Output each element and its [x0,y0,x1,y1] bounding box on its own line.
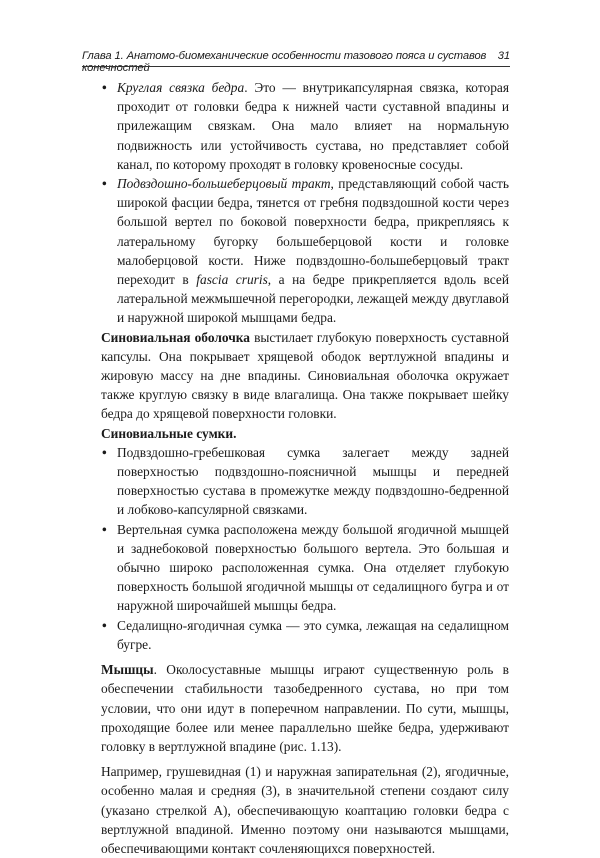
bursae-heading: Синовиальные сумки. [101,425,237,441]
ligament-list [101,78,509,328]
running-head [82,50,510,74]
bursa-text: Седалищно-ягодичная сумка — это сумка, лежащая на седалищном бугре. [117,617,509,652]
iliotibial-text-a: , представляющий собой часть широкой фасции бедра, тянется от гребня подвздошной кости через большой вертел по боковой поверхности бедра, прикрепляясь к латеральному бугорку большеберцовой кости и головке малоберцовой кости. Ниже подвздошно-большеберцовый тракт переходит в [117,176,509,288]
term-iliotibial-tract: Подвздошно-большеберцовый тракт [117,176,331,192]
term-round-ligament: Круглая связка бедра [117,80,245,95]
synovial-paragraph [101,328,509,424]
latin-term: fascia cruris [196,272,268,288]
iliotibial-text-b: , а на бедре прикрепляется вдоль всей латеральной межмышечной перегородки, лежащей между двуглавой и наружной широкой мышцами бедра. [117,272,510,326]
term-synovial: Синовиальная оболочка [101,329,250,345]
round-ligament-text: . Это — внутрикапсулярная связка, которая проходит от головки бедра к нижней части суставной впадины и прилежащим связкам. Она мало влияет на нормальную подвижность или устойчивость сустава, но представляет собой канал, по которому проходят в головку кровеносные сосуды. [117,80,509,172]
bullet-icon: • [102,80,107,95]
bursa-text: Подвздошно-гребешковая сумка залегает между задней поверхностью подвздошно-поясничной мышцы и передней поверхностью сустава в промежутке между подвздошно-бедренной и лобково-капсулярной связками. [117,444,509,518]
list-item-round-ligament [101,78,509,174]
term-muscles: Мышцы [101,662,154,678]
bullet-icon: • [102,617,107,633]
list-item [101,520,509,616]
muscles-text: . Околосуставные мышцы играют существенную роль в обеспечении стабильности тазобедренного сустава, но при том условии, что они идут в поперечном направлении. По сути, мышцы, проходящие более или менее параллельно шейке бедра, удерживают головку в вертлужной впадине (рис. 1.13). [101,662,509,754]
final-paragraph: Например, грушевидная (1) и наружная запирательная (2), ягодичные, особенно малая и средняя (3), в значительной степени создают силу (указано стрелкой А), обеспечивающую коаптацию головки бедра с вертлужной впадиной. Именно поэтому они называются мышцами, обеспечивающими контакт сочленяющихся поверхностей. [101,764,509,856]
list-item-iliotibial-tract [101,174,509,328]
page-number: 31 [497,50,510,62]
bullet-icon: • [102,444,107,460]
synovial-text: выстилает глубокую поверхность суставной капсулы. Она покрывает хрящевой ободок вертлужной впадины и жировую массу на дне впадины. Синовиальная оболочка окружает также круглую связку в виде влагалища. Она также покрывает шейку бедра до хрящевой поверхности головки. [101,329,509,422]
bursa-text: Вертельная сумка расположена между большой ягодичной мышцей и заднебоковой поверхностью большого вертела. Это большая и обычно широко расположенная сумка. Она отделяет глубокую поверхность большой ягодичной мышцы от седалищного бугра и от наружной широчайшей мышцы бедра. [117,521,509,614]
bullet-icon: • [102,521,107,537]
list-item [101,616,509,654]
bursae-list [101,443,509,654]
bullet-icon: • [102,176,107,192]
chapter-title: Глава 1. Анатомо-биомеханические особенности тазового пояса и суставов конечностей [82,50,487,74]
page-body [101,78,509,858]
muscles-paragraph [101,660,509,756]
list-item [101,443,509,520]
header-rule [82,66,510,67]
